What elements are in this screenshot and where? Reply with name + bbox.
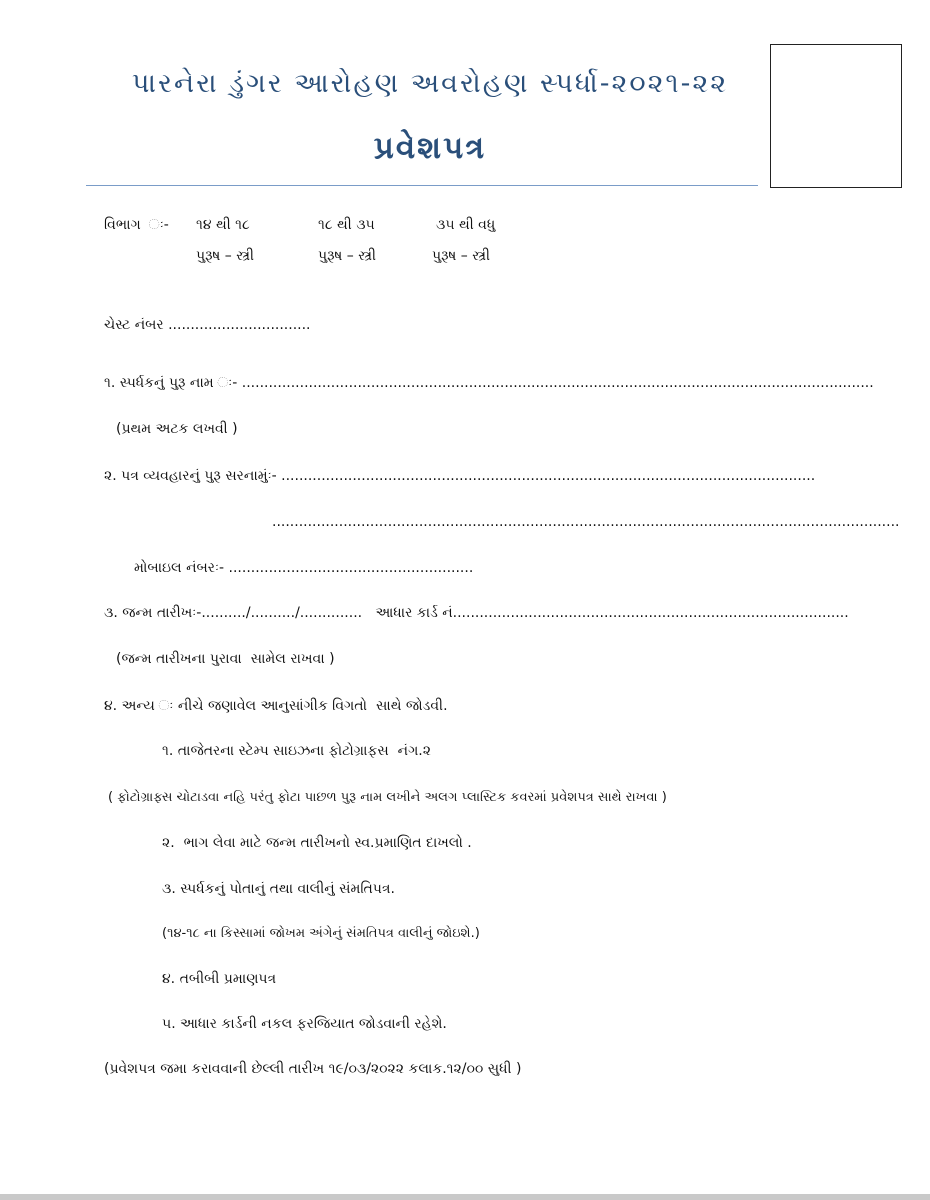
page-bottom-edge — [0, 1194, 930, 1200]
mobile-field: મોબાઇલ નંબરઃ- ....................................................... — [134, 560, 474, 576]
dob-note: (જન્મ તારીખના પુરાવા સામેલ રાખવા ) — [116, 651, 335, 667]
full-name-note: (પ્રથમ અટક લખવી ) — [116, 421, 238, 437]
submission-deadline: (પ્રવેશપત્ર જમા કરાવવાની છેલ્લી તારીખ ૧૯/૦૩/૨૦૨૨ કલાક.૧૨/૦૦ સુધી ) — [104, 1061, 522, 1077]
category-range-1: ૧૪ થી ૧૮ — [196, 217, 250, 233]
category-range-3: ૩૫ થી વધુ — [436, 217, 496, 233]
form-title: પ્રવેશપત્ર — [373, 130, 487, 166]
dob-aadhaar-field: ૩. જન્મ તારીખઃ-........../........../.............. આધાર કાર્ડ નં......................................................................................... — [104, 605, 849, 621]
attachment-item-1-note: ( ફોટોગ્રાફ્સ ચોટાડવા નહિ પરંતુ ફોટા પાછળ પુરૂ નામ લખીને અલગ પ્લાસ્ટિક કવરમાં પ્રવેશપત્ર સાથે રાખવા ) — [108, 790, 667, 805]
attachment-item-4: ૪. તબીબી પ્રમાણપત્ર — [162, 971, 277, 987]
attachments-heading: ૪. અન્ય ઃ નીચે જણાવેલ આનુસાંગીક વિગતો સાથે જોડવી. — [104, 698, 448, 714]
attachment-item-3-note: (૧૪-૧૮ ના કિસ્સામાં જોખમ અંગેનું સંમતિપત્ર વાલીનું જોઇશે.) — [162, 926, 480, 941]
address-field: ૨. પત્ર વ્યવહારનું પુરૂ સરનામુંઃ- ........................................................................................................................ — [104, 468, 816, 484]
page-title: પારનેરા ડુંગર આરોહણ અવરોહણ સ્પર્ધા-૨૦૨૧-૨૨ — [131, 68, 729, 99]
attachment-item-1: ૧. તાજેતરના સ્ટેમ્પ સાઇઝના ફોટોગ્રાફસ નંગ.૨ — [162, 743, 431, 759]
category-range-2: ૧૮ થી ૩૫ — [318, 217, 375, 233]
attachment-item-5: ૫. આધાર કાર્ડની નકલ ફરજિયાત જોડવાની રહેશે. — [162, 1016, 447, 1032]
category-gender-2: પુરૂષ – સ્ત્રી — [318, 248, 377, 264]
attachment-item-2: ૨. ભાગ લેવા માટે જન્મ તારીખનો સ્વ.પ્રમાણિત દાખલો . — [162, 835, 472, 851]
category-gender-1: પુરૂષ – સ્ત્રી — [196, 248, 255, 264]
chest-number-field: ચેસ્ટ નંબર ................................ — [104, 317, 311, 333]
full-name-field: ૧. સ્પર્ધકનું પુરૂ નામ ઃ- .............................................................................................................................................. — [104, 375, 874, 391]
category-label: વિભાગ ઃ- — [104, 217, 169, 233]
attachment-item-3: ૩. સ્પર્ધકનું પોતાનું તથા વાલીનું સંમતિપત્ર. — [162, 881, 395, 897]
address-field-line2: ............................................................................................................................................. — [272, 514, 900, 530]
category-gender-3: પુરૂષ – સ્ત્રી — [432, 248, 491, 264]
header-divider — [86, 185, 758, 186]
